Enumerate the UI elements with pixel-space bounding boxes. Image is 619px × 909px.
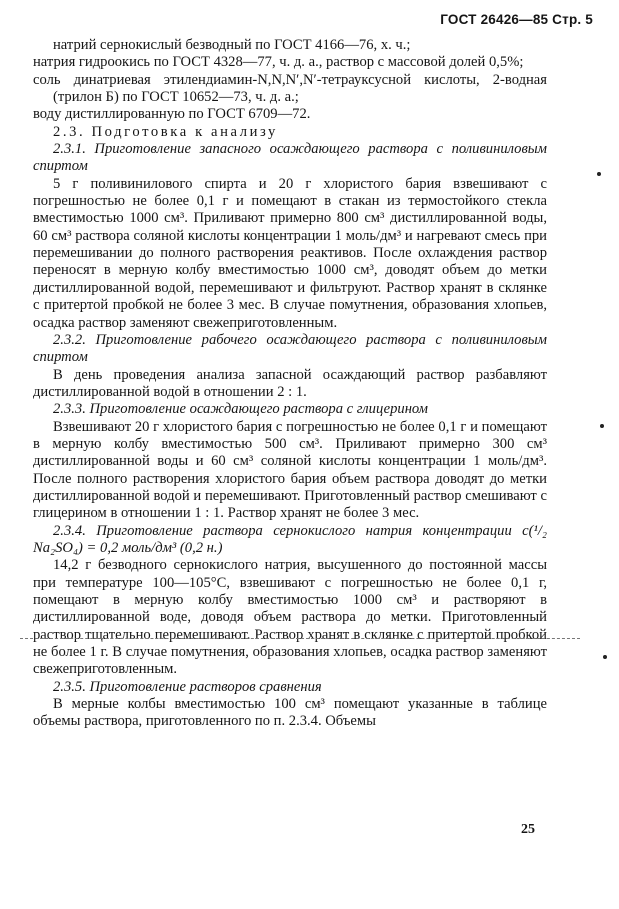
scan-line-artifact (20, 638, 580, 639)
reagent-item: воду дистиллированную по ГОСТ 6709—72. (33, 106, 311, 123)
paragraph: 5 г поливинилового спирта и 20 г хлористого бария взвешивают с погрешностью не более 0,1 г и помещают в стакан из термостойкого стекла вместимостью 1000 см³. Приливают примерно 800 см³ дистиллированной воды, 60 см³ раствора соляной кислоты концентрации 1 моль/дм³ и нагревают смесь при перемешивании до полного растворения реактивов. После охлаждения раствор переносят в мерную колбу вместимостью 1000 см³, доводят объем до метки дистиллированной водой, перемешивают и фильтруют. Раствор хранят в склянке с притертой пробкой не более 3 мес. В случае помутнения, образования хлопьев, осадка раствор заменяют свежеприготовленным. (33, 175, 547, 331)
paragraph: 14,2 г безводного сернокислого натрия, высушенного до постоянной массы при температуре 100—105°С, взвешивают с погрешностью не более 0,1 г, помещают в мерную колбу вместимостью 1000 см³ и растворяют в дистиллированной воде, доводя объем раствора до метки. Приготовленный раствор тщательно перемешивают. Раствор хранят в склянке с притертой пробкой не более 1 г. В случае помутнения, образования хлопьев, осадка раствор заменяют свежеприготовленным. (33, 557, 547, 678)
reagent-item: соль динатриевая этилендиамин-N,N,N′,N′-тетрауксусной кислоты, 2-водная (трилон Б) по ГОСТ 10652—73, ч. д. а.; (33, 71, 547, 106)
subsection-heading: 2.3.3. Приготовление осаждающего раствора с глицерином (53, 401, 428, 418)
section-heading: 2.3. Подготовка к анализу (53, 123, 278, 140)
scan-dot-artifact (597, 172, 601, 176)
paragraph: В день проведения анализа запасной осаждающий раствор разбавляют дистиллированной водой в отношении 2 : 1. (33, 366, 547, 400)
reagent-item: натрий сернокислый безводный по ГОСТ 4166—76, х. ч.; (53, 37, 411, 53)
document-body (33, 37, 547, 731)
reagent-item: натрия гидроокись по ГОСТ 4328—77, ч. д. а., раствор с массовой долей 0,5%; (33, 54, 524, 71)
subsection-heading: 2.3.5. Приготовление растворов сравнения (53, 678, 322, 695)
scan-dot-artifact (603, 655, 607, 659)
subsection-heading: 2.3.1. Приготовление запасного осаждающего раствора с поливиниловым спиртом (33, 141, 547, 175)
paragraph: Взвешивают 20 г хлористого бария с погрешностью не более 0,1 г и помещают в мерную колбу вместимостью 500 см³. Приливают примерно 300 см³ дистиллированной воды и 60 см³ соляной кислоты концентрации 1 моль/дм³. После полного растворения хлористого бария объем раствора доводят до метки дистиллированной водой и перемешивают. Приготовленный раствор смешивают с глицерином в отношении 1 : 1. Раствор хранят не более 3 мес. (33, 418, 547, 522)
paragraph: В мерные колбы вместимостью 100 см³ помещают указанные в таблице объемы раствора, приготовленного по п. 2.3.4. Объемы (33, 696, 547, 730)
page-number: 25 (521, 822, 535, 837)
subsection-heading: 2.3.2. Приготовление рабочего осаждающего раствора с поливиниловым спиртом (33, 331, 547, 366)
page-header: ГОСТ 26426—85 Стр. 5 (440, 12, 593, 27)
subsection-heading: 2.3.4. Приготовление раствора сернокислого натрия концентрации c(¹/₂ Na₂SO₄) = 0,2 моль/дм³ (0,2 н.) (33, 522, 547, 556)
scan-dot-artifact (600, 424, 604, 428)
